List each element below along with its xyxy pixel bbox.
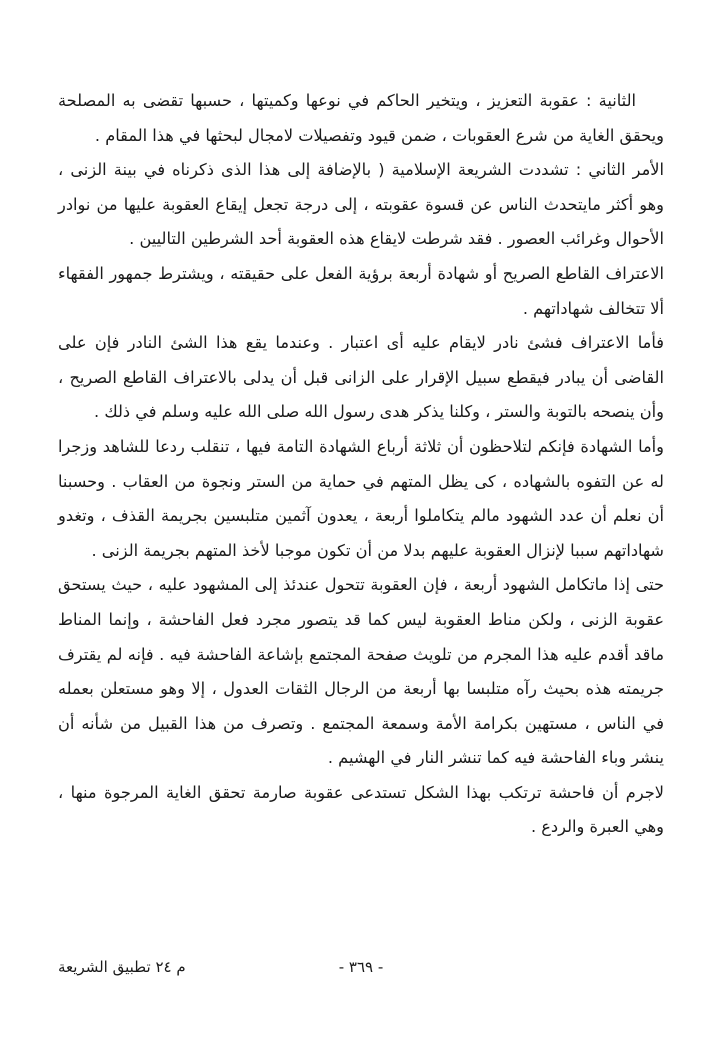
paragraph: وأما الشهادة فإنكم لتلاحظون أن ثلاثة أرباع الشهادة التامة فيها ، تنقلب ردعا للشاهد وزجرا له عن التفوه بالشهاده ، كى يظل المتهم في حماية من الستر ونجوة من العقاب . وحسبنا أن نعلم أن عدد الشهود مالم يتكاملوا أربعة ، يعدون آثمين متلبسين بجريمة القذف ، وتغدو شهاداتهم سببا لإنزال العقوبة عليهم بدلا من أن تكون موجبا لأخذ المتهم بجريمة الزنى . <box>58 436 664 560</box>
page-number: - ٣٦٩ - <box>338 958 384 976</box>
paragraph: فأما الاعتراف فشئ نادر لايقام عليه أى اعتبار . وعندما يقع هذا الشئ النادر فإن على القاضى أن يبادر فيقطع سبيل الإقرار على الزانى قبل أن يدلى بالاعتراف القاطع الصريح ، وأن ينصحه بالتوبة والستر ، وكلنا يذكر هدى رسول الله صلى الله عليه وسلم في ذلك . <box>58 333 664 422</box>
body-text <box>58 84 664 845</box>
paragraph: الأمر الثاني : تشددت الشريعة الإسلامية ( بالإضافة إلى هذا الذى ذكرناه في بينة الزنى ، وهو أكثر مايتحدث الناس عن قسوة عقوبته ، إلى درجة تجعل إيقاع العقوبة عليها من نوادر الأحوال وغرائب العصور . فقد شرطت لايقاع هذه العقوبة أحد الشرطين التاليين . <box>58 160 664 249</box>
page-footer <box>58 958 664 982</box>
paragraph: الاعتراف القاطع الصريح أو شهادة أربعة برؤية الفعل على حقيقته ، ويشترط جمهور الفقهاء ألا تتخالف شهاداتهم . <box>58 263 664 318</box>
running-head: م ٢٤ تطبيق الشريعة <box>58 958 186 976</box>
paragraph: لاجرم أن فاحشة ترتكب بهذا الشكل تستدعى عقوبة صارمة تحقق الغاية المرجوة منها ، وهي العبرة والردع . <box>58 782 664 837</box>
paragraph: حتى إذا ماتكامل الشهود أربعة ، فإن العقوبة تتحول عندئذ إلى المشهود عليه ، حيث يستحق عقوبة الزنى ، ولكن مناط العقوبة ليس كما قد يتصور مجرد فعل الفاحشة ، وإنما المناط ماقد أقدم عليه هذا المجرم من تلويث صفحة المجتمع بإشاعة الفاحشة فيه . فإنه لم يقترف جريمته هذه بحيث رآه متلبسا بها أربعة من الرجال الثقات العدول ، إلا وهو مستعلن بعمله في الناس ، مستهين بكرامة الأمة وسمعة المجتمع . وتصرف من هذا القبيل من شأنه أن ينشر وباء الفاحشة فيه كما تنشر النار في الهشيم . <box>58 575 664 768</box>
paragraph: الثانية : عقوبة التعزيز ، ويتخير الحاكم في نوعها وكميتها ، حسبها تقضى به المصلحة ويحقق الغاية من شرع العقوبات ، ضمن قيود وتفصيلات لامجال لبحثها في هذا المقام . <box>58 91 664 145</box>
